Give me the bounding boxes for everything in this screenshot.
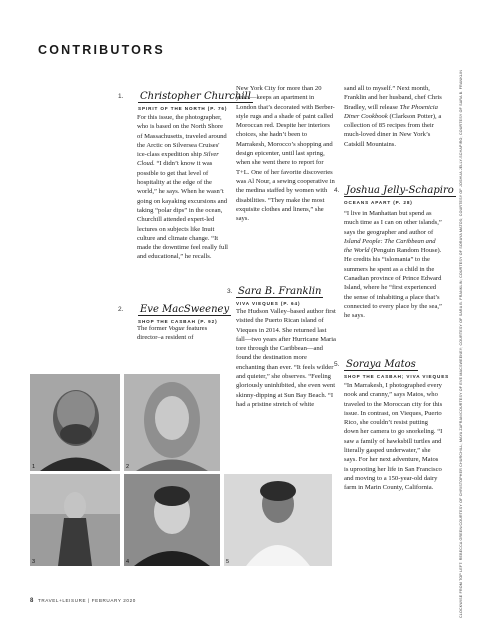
book-title: The Phoenicia Diner Cookbook bbox=[344, 103, 438, 120]
bio-text: (Clarkson Potter), a collection of 85 recipes from their much-loved diner in New York’s Catskill Mountains. bbox=[344, 112, 442, 148]
contributor-name: Soraya Matos bbox=[346, 359, 416, 370]
bio-continued bbox=[236, 84, 336, 223]
portrait-man-bearded-image bbox=[30, 374, 120, 471]
portrait-photo-4 bbox=[124, 474, 220, 566]
contributor-story: SHOP THE CASBAH; VIVA VIEQUES bbox=[344, 374, 450, 379]
portrait-woman-outdoor-image bbox=[30, 474, 120, 566]
contributor-number: 4. bbox=[334, 187, 340, 194]
bio-text: For this issue, the photographer, who is based on the North Shore of Massachusetts, traveled around the Arctic on Silversea Cruises' ice-class expedition ship bbox=[137, 114, 227, 159]
magazine-name: Vogue bbox=[168, 325, 185, 332]
bio-sara-franklin bbox=[236, 307, 336, 409]
publication-line: TRAVEL+LEISURE | FEBRUARY 2020 bbox=[37, 598, 136, 603]
contributor-number: 5. bbox=[334, 361, 340, 368]
contributor-name: Sara B. Franklin bbox=[238, 286, 322, 297]
contributor-1 bbox=[118, 86, 253, 111]
portrait-photo-5 bbox=[224, 474, 332, 566]
contributor-story: SPIRIT OF THE NORTH (P. 76) bbox=[138, 106, 228, 111]
contributor-number: 1. bbox=[118, 93, 124, 100]
page-title: CONTRIBUTORS bbox=[38, 43, 165, 57]
contributor-name: Joshua Jelly-Schapiro bbox=[346, 185, 454, 196]
bio-continued bbox=[344, 84, 444, 149]
contributor-story: VIVA VIEQUES (P. 64) bbox=[236, 301, 301, 306]
bio-text: (Penguin Random House). He credits his “islomania” to the summers he spent as a child in the Canadian province of Prince Edward Island, where he “first experienced the sense of inhabiting a place that’s connected to every place by the sea,” he says. bbox=[344, 247, 442, 320]
bio-joshua-jelly-schapiro bbox=[344, 209, 444, 321]
photo-credit: CLOCKWISE FROM TOP LEFT: REBECCA GREEN/COURTESY OF CHRISTOPHER CHURCHILL; MAYA ZAFRAN/COURTESY OF EVE MACSWEENEY; COURTESY OF SARA B. FRANKLIN; COURTESY OF SORAYA MATOS; COURTESY OF JOSHUA JELLY-SCHAPIRO; COURTESY OF SARA B. FRANKLIN bbox=[459, 69, 463, 618]
portrait-woman-white-top-image bbox=[224, 474, 332, 566]
photo-number: 2 bbox=[126, 464, 130, 470]
portrait-photo-3 bbox=[30, 474, 120, 566]
photo-number: 5 bbox=[226, 559, 230, 565]
portrait-woman-image bbox=[124, 374, 220, 471]
bio-text: “In Marrakesh, I photographed every nook and cranny,” says Matos, who traveled to the Moroccan city for this issue. In contrast, on Vieques, Puerto Rico, she couldn’t resist putting down her camera to go snorkeling. “I saw a family of hawksbill turtles and literally gasped underwater,” she says. For her next adventure, Matos is uprooting her life in San Francisco and moving to a 150-year-old dairy farm in Marin County, California. bbox=[344, 382, 443, 492]
contributor-number: 3. bbox=[227, 288, 233, 295]
contributor-3 bbox=[227, 281, 323, 306]
contributor-name: Eve MacSweeney bbox=[140, 304, 230, 315]
contributor-story: SHOP THE CASBAH (P. 92) bbox=[138, 319, 218, 324]
contributor-4 bbox=[334, 180, 456, 205]
bio-text: The Hudson Valley–based author first visited the Puerto Rican island of Vieques in 2014. She returned last fall—two years after Hurricane Maria tore through the Caribbean—and found the destination more enchanting than ever. “It feels wilder and quieter,” she observes. “Feeling gloriously uninhibited, she even went skinny-dipping at Sun Bay Beach. “I had a pristine stretch of white bbox=[236, 308, 336, 408]
bio-text: “I didn’t know it was possible to get that level of hospitality at the edge of the world,” he says. When he wasn’t going on kayaking excursions and taking “polar dips” in the ocean, Churchill attended expert-led lectures on subjects like Inuit culture and climate change. “It made the downtime feel really full and educational,” he recalls. bbox=[137, 160, 228, 261]
contributor-story: OCEANS APART (P. 28) bbox=[344, 200, 413, 205]
page-footer bbox=[30, 598, 136, 604]
bio-text: The former bbox=[137, 325, 167, 332]
contributor-2 bbox=[118, 299, 231, 324]
photo-number: 3 bbox=[32, 559, 36, 565]
portrait-man-image bbox=[124, 474, 220, 566]
page-number: 8 bbox=[30, 598, 34, 604]
contributor-number: 2. bbox=[118, 306, 124, 313]
bio-text: New York City for more than 20 years—keeps an apartment in London that’s decorated with Berber-style rugs and a shade of paint called Moroccan red. Despite her interiors choices, she hadn’t been to Marrakesh, Morocco’s shopping and design epicenter, until last spring, when she went there to report for T+L. One of her favorite discoveries was Al Nour, a sewing cooperative in the medina staffed by women with disabilities. “They make the most exquisite clothes and linens,” she says. bbox=[236, 85, 335, 223]
bio-soraya-matos bbox=[344, 381, 444, 493]
portrait-photo-2 bbox=[124, 374, 220, 471]
bio-text: sand all to myself.” Next month, Franklin and her husband, chef Chris Bradley, will release bbox=[344, 85, 442, 111]
bio-text: “I live in Manhattan but spend as much time as I can on other islands,” says the geographer and author of bbox=[344, 210, 442, 236]
contributor-name: Christopher Churchill bbox=[140, 91, 251, 102]
bio-christopher-churchill bbox=[137, 113, 229, 262]
photo-number: 4 bbox=[126, 559, 130, 565]
ship-name: Silver Cloud. bbox=[137, 151, 219, 168]
contributor-5 bbox=[334, 354, 449, 379]
photo-number: 1 bbox=[32, 464, 36, 470]
bio-text: features director–a resident of bbox=[137, 325, 208, 342]
book-title: Island People: The Caribbean and the World bbox=[344, 237, 436, 255]
bio-eve-macsweeney bbox=[137, 324, 229, 343]
portrait-photo-1 bbox=[30, 374, 120, 471]
